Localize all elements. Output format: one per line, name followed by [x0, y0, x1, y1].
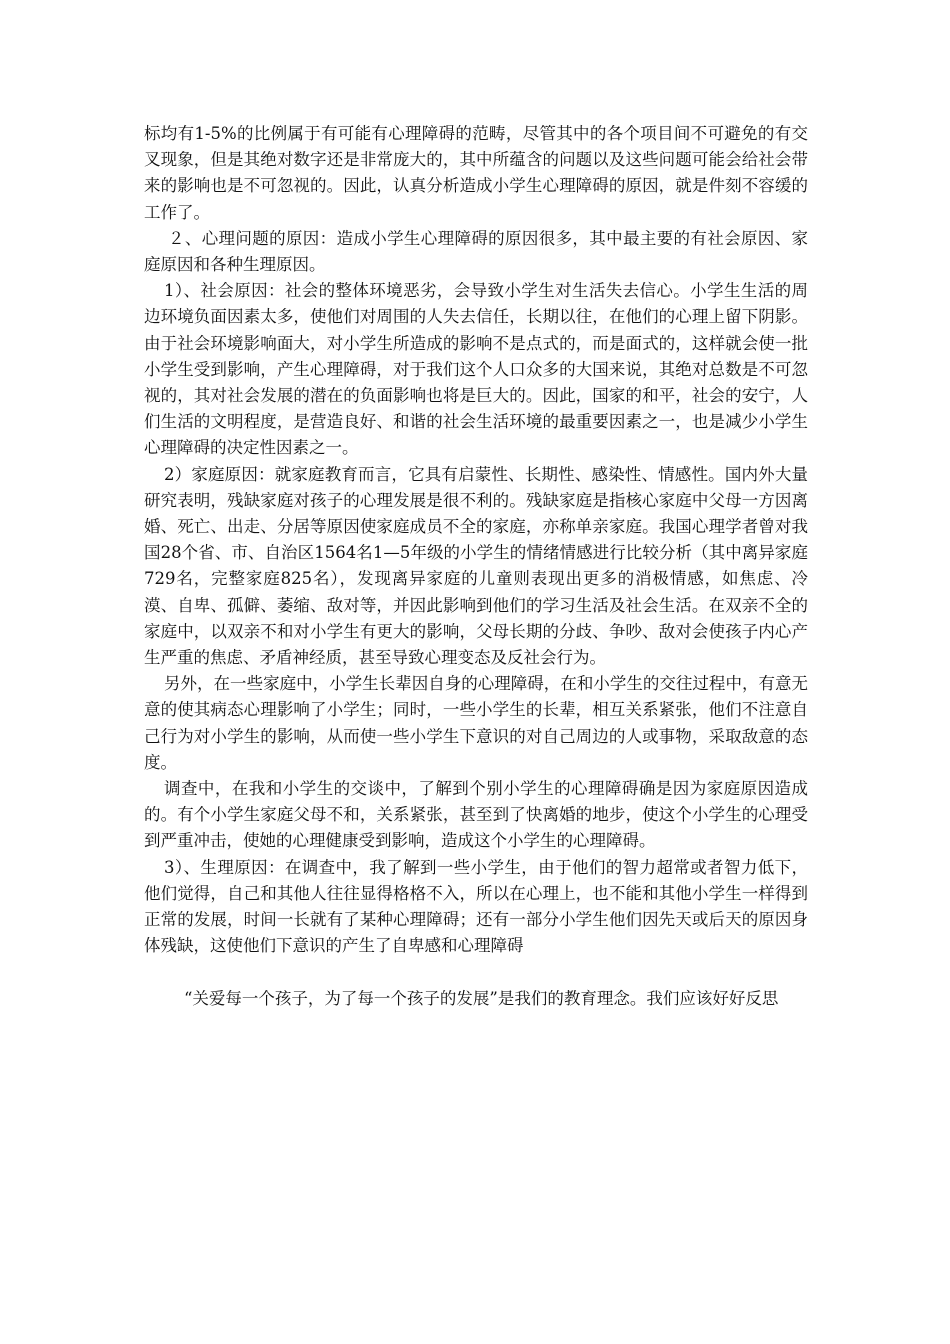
document-body — [144, 121, 808, 1012]
paragraph-survey-findings: 调查中，在我和小学生的交谈中，了解到个别小学生的心理障碍确是因为家庭原因造成的。有个小学生家庭父母不和，关系紧张，甚至到了快离婚的地步，使这个小学生的心理受到严重冲击，使她的心理健康受到影响，造成这个小学生的心理障碍。 — [144, 779, 808, 851]
paragraph-education-philosophy: “关爱每一个孩子，为了每一个孩子的发展”是我们的教育理念。我们应该好好反思 — [184, 988, 779, 1008]
paragraph-intro: 标均有1-5%的比例属于有可能有心理障碍的范畴，尽管其中的各个项目间不可避免的有交叉现象，但是其绝对数字还是非常庞大的，其中所蕴含的问题以及这些问题可能会给社会带来的影响也是不可忽视的。因此，认真分析造成小学生心理障碍的原因，就是件刻不容缓的工作了。 — [144, 124, 808, 222]
paragraph-physiological-causes: 3）、生理原因：在调查中，我了解到一些小学生，由于他们的智力超常或者智力低下，他们觉得，自己和其他人往往显得格格不入，所以在心理上，也不能和其他小学生一样得到正常的发展，时间一长就有了某种心理障碍；还有一部分小学生他们因先天或后天的原因身体残缺，这使他们下意识的产生了自卑感和心理障碍 — [144, 857, 808, 956]
paragraph-causes-heading: ２、心理问题的原因：造成小学生心理障碍的原因很多，其中最主要的有社会原因、家庭原因和各种生理原因。 — [144, 228, 808, 275]
paragraph-social-causes: 1）、社会原因：社会的整体环境恶劣，会导致小学生对生活失去信心。小学生生活的周边环境负面因素太多，使他们对周围的人失去信任，长期以往，在他们的心理上留下阴影。由于社会环境影响面大，对小学生所造成的影响不是点式的，而是面式的，这样就会使一批小学生受到影响，产生心理障碍，对于我们这个人口众多的大国来说，其绝对总数是不可忽视的，其对社会发展的潜在的负面影响也将是巨大的。因此，国家的和平，社会的安宁，人们生活的文明程度，是营造良好、和谐的社会生活环境的最重要因素之一，也是减少小学生心理障碍的决定性因素之一。 — [144, 281, 808, 458]
paragraph-family-causes: 2）家庭原因：就家庭教育而言，它具有启蒙性、长期性、感染性、情感性。国内外大量研究表明，残缺家庭对孩子的心理发展是很不利的。残缺家庭是指核心家庭中父母一方因离婚、死亡、出走、分居等原因使家庭成员不全的家庭，亦称单亲家庭。我国心理学者曾对我国28个省、市、自治区1564名1—5年级的小学生的情绪情感进行比较分析（其中离异家庭729名，完整家庭825名），发现离异家庭的儿童则表现出更多的消极情感，如焦虑、冷漠、自卑、孤僻、萎缩、敌对等，并因此影响到他们的学习生活及社会生活。在双亲不全的家庭中，以双亲不和对小学生有更大的影响，父母长期的分歧、争吵、敌对会使孩子内心产生严重的焦虑、矛盾神经质，甚至导致心理变态及反社会行为。 — [144, 464, 808, 668]
blank-line — [144, 960, 808, 986]
paragraph-elders-influence: 另外，在一些家庭中，小学生长辈因自身的心理障碍，在和小学生的交往过程中，有意无意的使其病态心理影响了小学生；同时，一些小学生的长辈，相互关系紧张，他们不注意自己行为对小学生的影响，从而使一些小学生下意识的对自己周边的人或事物，采取敌意的态度。 — [144, 674, 808, 772]
